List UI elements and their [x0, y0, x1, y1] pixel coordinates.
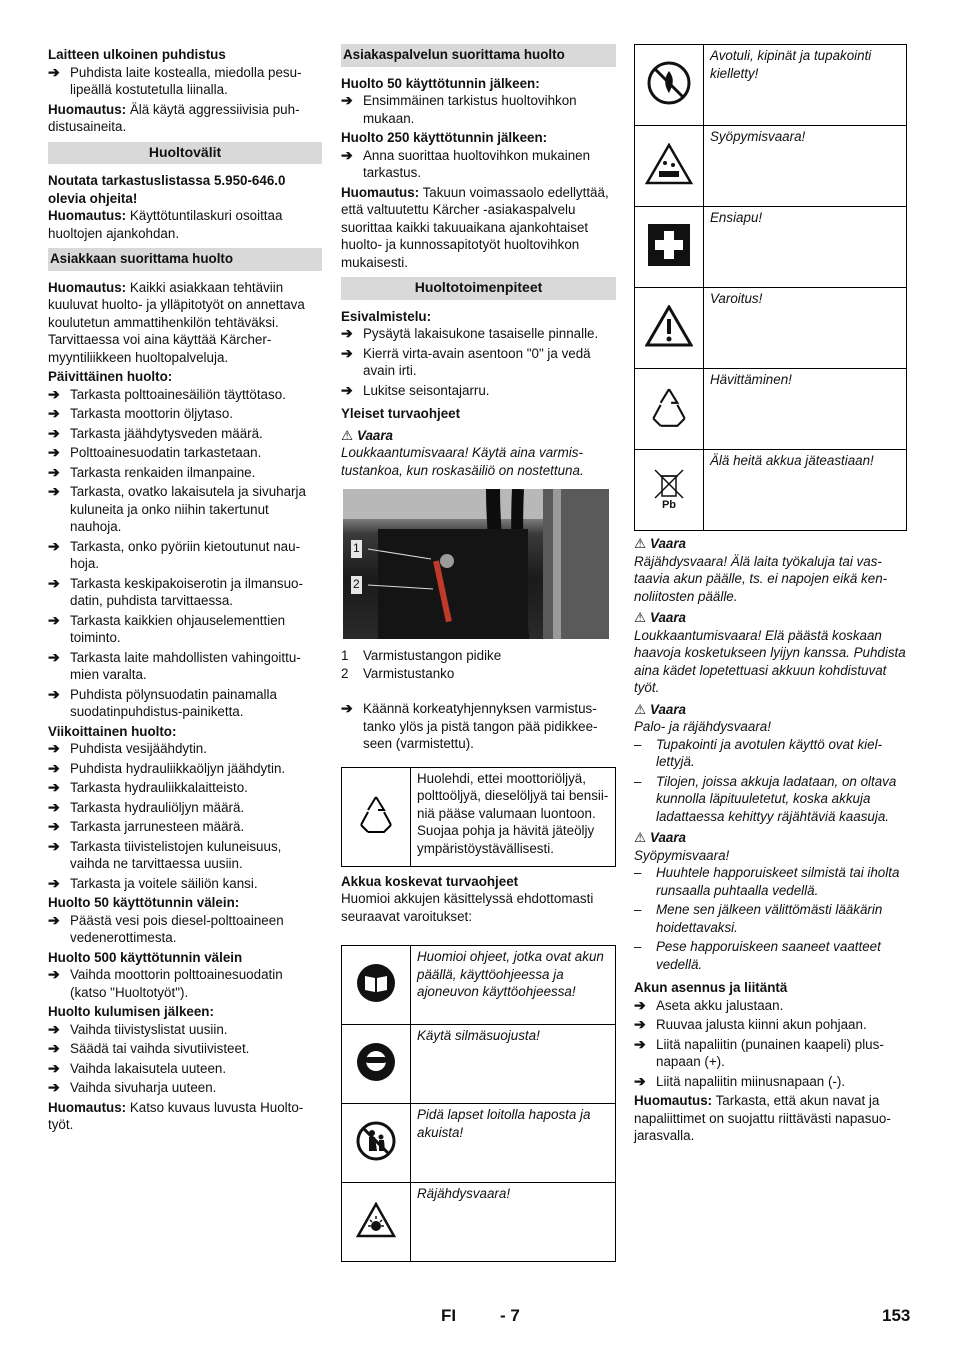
warning-triangle-icon: ⚠ [341, 427, 354, 443]
list-item: ➔ Ruuvaa jalusta kiinni akun pohjaan. [634, 1016, 867, 1032]
section-bar-maintenance-intervals: Huoltovälit [48, 142, 322, 165]
heading-service-50h: Huolto 50 käyttötunnin jälkeen: [341, 75, 540, 91]
arrow-icon: ➔ [341, 92, 353, 108]
section-bar-maintenance: Huoltotoimenpiteet [341, 277, 616, 300]
corrosive-icon [635, 126, 704, 207]
heading-weekly: Viikoittainen huolto: [48, 723, 177, 739]
heading-wear: Huolto kulumisen jälkeen: [48, 1004, 214, 1019]
arrow-icon: ➔ [48, 818, 60, 834]
section-bar-customer-maintenance: Asiakkaan suorittama huolto [48, 248, 322, 271]
arrow-icon: ➔ [341, 325, 353, 341]
arrow-icon: ➔ [48, 911, 60, 928]
arrow-icon: ➔ [48, 740, 60, 756]
heading-daily: Päivittäinen huolto: [48, 369, 173, 384]
arrow-icon: ➔ [48, 759, 60, 776]
list-item: ➔ Puhdista laite kostealla, miedolla pesulipeällä kostutetulla liinalla. [48, 63, 302, 97]
list-item: ➔ Tarkasta, ovatko lakaisutela ja sivuharja kuluneita ja onko niihin takertunut nauhoja. [48, 483, 306, 534]
heading-preparation: Esivalmistelu: [341, 308, 432, 324]
safety-bar-photo [343, 489, 609, 639]
arrow-icon: ➔ [341, 344, 353, 361]
list-item: ➔ Pysäytä lakaisukone tasaiselle pinnalle. [341, 325, 599, 341]
recycle-icon [342, 767, 411, 866]
arrow-icon: ➔ [48, 537, 60, 554]
h50-list [48, 912, 322, 947]
danger-text: Loukkaantumisvaara! Käytä aina varmistustankoa, kun roskasäiliö on nostettuna. [341, 445, 584, 478]
arrow-icon: ➔ [48, 463, 60, 480]
arrow-icon: ➔ [634, 996, 646, 1013]
danger-text: Loukkaantumisvaara! Elä päästä koskaan haavoja kosketukseen lyijyn kanssa. Puhdista aina kädet lopetettuasi akkuun kohdistuvat työt. [634, 627, 906, 695]
arrow-icon: ➔ [48, 837, 60, 854]
list-item: ➔ Tarkasta moottorin öljytaso. [48, 405, 233, 421]
arrow-icon: ➔ [341, 700, 353, 716]
arrow-icon: ➔ [48, 874, 60, 891]
list-item: ➔ Tarkasta, onko pyöriin kietoutunut nauhoja. [48, 537, 301, 571]
danger-text: Räjähdysvaara! Älä laita työkaluja tai vastaavia akun päälle, ts. ei napojen eikä kennoliitosten päälle. [634, 553, 888, 604]
arrow-icon: ➔ [48, 574, 60, 591]
environment-box [341, 767, 616, 867]
list-item: ➔ Tarkasta keskipakoiserotin ja ilmansuodatin, puhdista tarvittaessa. [48, 574, 303, 608]
heading-500h: Huolto 500 käyttötunnin välein [48, 949, 243, 965]
symbol-text: Varoitus! [704, 288, 907, 369]
arrow-icon: ➔ [48, 385, 60, 402]
list-item: – Pese happoruiskeen saaneet vaatteet vedellä. [634, 938, 907, 973]
list-item: ➔ Polttoainesuodatin tarkastetaan. [48, 444, 262, 460]
column-3 [634, 44, 907, 1147]
list-item: ➔ Vaihda lakaisutela uuteen. [48, 1059, 227, 1076]
list-item: ➔ Tarkasta kaikkien ohjauselementtien toiminto. [48, 611, 286, 645]
arrow-icon: ➔ [48, 779, 60, 795]
list-item: ➔ Tarkasta laite mahdollisten vahingoittumien varalta. [48, 648, 301, 682]
note: Huomautus: Tarkasta, että akun navat ja napaliittimet on suojattu riittävästi napasuojarasvalla. [634, 1093, 891, 1143]
list-item: ➔ Puhdista hydrauliikkaöljyn jäähdytin. [48, 759, 286, 776]
list-item: ➔ Tarkasta ja voitele säiliön kansi. [48, 874, 258, 891]
list-item: ➔ Säädä tai vaihda sivutiivisteet. [48, 1040, 250, 1056]
heading-battery-safety: Akkua koskevat turvaohjeet [341, 873, 519, 889]
weekly-list [48, 740, 322, 892]
warning-triangle-icon: ⚠ [634, 701, 647, 717]
keep-children-away-icon [342, 1104, 411, 1183]
warning-icon [635, 288, 704, 369]
list-item: ➔ Tarkasta hydrauliöljyn määrä. [48, 798, 245, 815]
s50-list [341, 92, 616, 127]
list-item: ➔ Vaihda tiivistyslistat uusiin. [48, 1020, 228, 1037]
prep-list [341, 325, 616, 399]
list-item: ➔ Tarkasta renkaiden ilmanpaine. [48, 463, 256, 480]
no-fire-icon [635, 45, 704, 126]
symbol-text: Avotuli, kipinät ja tupakointi kielletty! [704, 45, 907, 126]
arrow-icon: ➔ [48, 1059, 60, 1076]
battery-symbols-table [341, 945, 616, 1262]
footer-language: FI [441, 1306, 457, 1325]
recycle-icon [635, 369, 704, 450]
list-item: ➔ Lukitse seisontajarru. [341, 381, 490, 398]
warning-triangle-icon: ⚠ [634, 536, 647, 551]
list-item: ➔ Käännä korkeatyhjennyksen varmistustanko ylös ja pistä tangon pää pidikkeeseen (varmistettu). [341, 700, 598, 751]
pb-label: Pb [661, 498, 677, 510]
list-item: ➔ Päästä vesi pois diesel-polttoaineen vedenerottimesta. [48, 911, 284, 945]
daily-list [48, 386, 322, 721]
footer-page-number: 153 [882, 1306, 911, 1325]
first-aid-icon [635, 207, 704, 288]
list-item: ➔ Liitä napaliitin miinusnapaan (-). [634, 1072, 846, 1089]
warning-triangle-icon: ⚠ [634, 610, 647, 625]
legend-item: 2 Varmistustanko [341, 665, 455, 681]
warning-triangle-icon: ⚠ [634, 830, 647, 845]
danger-label: ⚠ Vaara [634, 610, 687, 625]
symbol-text: Pidä lapset loitolla haposta ja akuista! [411, 1104, 616, 1183]
list-item: ➔ Tarkasta jarrunesteen määrä. [48, 818, 245, 834]
s250-list [341, 147, 616, 182]
list-item: ➔ Tarkasta hydrauliikkalaitteisto. [48, 779, 248, 795]
heading-service-250h: Huolto 250 käyttötunnin jälkeen: [341, 130, 548, 145]
list-item: ➔ Puhdista pölynsuodatin painamalla suodatinpuhdistus-painiketta. [48, 685, 277, 719]
install-list [634, 997, 907, 1091]
note: Huomautus: Takuun voimassaolo edellyttää, että valtuutettu Kärcher -asiakaspalvelu suorittaa kaikki takuuaikana ajankohtaiset huolto- ja kunnossapitotyöt huoltovihkon mukaisesti. [341, 184, 609, 270]
list-item: – Tupakointi ja avotulen käyttö ovat kiellettyjä. [634, 736, 907, 771]
danger-text: Palo- ja räjähdysvaara! [634, 719, 771, 734]
list-item: ➔ Vaihda sivuharja uuteen. [48, 1079, 217, 1095]
arrow-icon: ➔ [48, 483, 60, 499]
list-item: ➔ Aseta akku jalustaan. [634, 996, 784, 1013]
list-item: ➔ Vaihda moottorin polttoainesuodatin (katso "Huoltotyöt"). [48, 966, 283, 1000]
list-item: ➔ Kierrä virta-avain asentoon "0" ja vedä avain irti. [341, 344, 591, 378]
arrow-icon: ➔ [48, 1020, 60, 1037]
danger-label: ⚠ Vaara [634, 701, 687, 717]
arrow-icon: ➔ [48, 611, 60, 628]
battery-intro: Huomioi akkujen käsittelyssä ehdottomasti seuraavat varoitukset: [341, 891, 594, 924]
wear-list [48, 1021, 322, 1097]
photo-legend [341, 647, 616, 682]
photo-label-2: 2 [351, 576, 362, 594]
arrow-icon: ➔ [48, 685, 60, 702]
manual-icon [342, 946, 411, 1025]
list-item: – Huuhtele happoruiskeet silmistä tai iholta runsaalla puhtaalla vedellä. [634, 864, 907, 899]
heading-50h: Huolto 50 käyttötunnin välein: [48, 895, 240, 910]
checklist-notice: Noutata tarkastuslistassa 5.950-646.0 olevia ohjeita! [48, 173, 286, 206]
note: Huomautus: Käyttötuntilaskuri osoittaa huoltojen ajankohdan. [48, 208, 283, 241]
arrow-icon: ➔ [634, 1035, 646, 1052]
arrow-icon: ➔ [341, 381, 353, 398]
symbol-text: Huomioi ohjeet, jotka ovat akun päällä, käyttöohjeessa ja ajoneuvon käyttöohjeessa! [411, 946, 616, 1025]
list-item: – Mene sen jälkeen välittömästi lääkärin hoidettavaksi. [634, 901, 907, 936]
arrow-icon: ➔ [48, 798, 60, 815]
arrow-icon: ➔ [48, 1040, 60, 1056]
h500-list [48, 966, 322, 1001]
danger-label: ⚠ Vaara [341, 427, 394, 443]
goggles-icon [342, 1025, 411, 1104]
note: Huomautus: Älä käytä aggressiivisia puhdistusaineita. [48, 101, 300, 134]
arrow-icon: ➔ [48, 424, 60, 441]
arrow-icon: ➔ [48, 1079, 60, 1095]
no-bin-icon [635, 450, 704, 531]
hazard-symbols-table [634, 44, 907, 531]
photo-illustration [343, 489, 609, 639]
symbol-text: Käytä silmäsuojusta! [411, 1025, 616, 1104]
list-item: ➔ Tarkasta tiivistelistojen kuluneisuus, vaihda ne tarvittaessa uusiin. [48, 837, 282, 871]
explosion-icon [342, 1183, 411, 1262]
symbol-text: Hävittäminen! [704, 369, 907, 450]
symbol-text: Ensiapu! [704, 207, 907, 288]
legend-item: 1 Varmistustangon pidike [341, 648, 502, 663]
column-1 [48, 44, 322, 1136]
list-item: ➔ Tarkasta jäähdytysveden määrä. [48, 424, 263, 441]
danger-label: ⚠ Vaara [634, 536, 687, 551]
arrow-icon: ➔ [634, 1016, 646, 1032]
section-bar-service: Asiakaspalvelun suorittama huolto [341, 44, 616, 67]
danger-label: ⚠ Vaara [634, 830, 687, 845]
arrow-icon: ➔ [48, 444, 60, 460]
danger-text: Syöpymisvaara! [634, 847, 730, 863]
note: Huomautus: Kaikki asiakkaan tehtäviin kuuluvat huolto- ja ylläpitotyöt on annettava koulutetun ammattihenkilön tehtäväksi. Tarvittaessa voi aina käyttää Kärcher-myyntiliikkeen huoltopalveluja. [48, 279, 305, 365]
list-item: ➔ Anna suorittaa huoltovihkon mukainen tarkastus. [341, 146, 591, 180]
footer-local-page: - 7 [500, 1306, 520, 1325]
list-item: ➔ Liitä napaliitin (punainen kaapeli) plusnapaan (+). [634, 1035, 884, 1069]
arrow-icon: ➔ [48, 405, 60, 421]
arrow-icon: ➔ [48, 648, 60, 665]
arrow-icon: ➔ [341, 146, 353, 163]
list-item: ➔ Tarkasta polttoainesäiliön täyttötaso. [48, 385, 286, 402]
note: Huomautus: Katso kuvaus luvusta Huoltotyöt. [48, 1099, 304, 1132]
symbol-text: Syöpymisvaara! [704, 126, 907, 207]
symbol-text: Älä heitä akkua jäteastiaan! [704, 450, 907, 531]
photo-label-1: 1 [351, 540, 362, 558]
heading-battery-install: Akun asennus ja liitäntä [634, 980, 788, 995]
list-item: – Tilojen, joissa akkuja ladataan, on oltava kunnolla läpituuletetut, koska akkuja ladattaessa kehittyy räjähtäviä kaasuja. [634, 773, 907, 826]
arrow-icon: ➔ [48, 966, 60, 982]
arrow-icon: ➔ [634, 1072, 646, 1089]
symbol-text: Räjähdysvaara! [411, 1183, 616, 1262]
list-item: ➔ Puhdista vesijäähdytin. [48, 740, 207, 756]
list-item: ➔ Ensimmäinen tarkistus huoltovihkon mukaan. [341, 92, 577, 126]
column-2 [341, 44, 616, 1262]
heading-safety: Yleiset turvaohjeet [341, 406, 461, 421]
heading-exterior-cleaning: Laitteen ulkoinen puhdistus [48, 47, 226, 62]
arrow-icon: ➔ [48, 63, 60, 80]
environment-text: Huolehdi, ettei moottoriöljyä, polttoöljyä, dieselöljyä tai bensiiniä pääse valumaan luontoon. Suojaa pohja ja hävitä jäteöljy ympäristöystävällisesti. [411, 767, 616, 866]
